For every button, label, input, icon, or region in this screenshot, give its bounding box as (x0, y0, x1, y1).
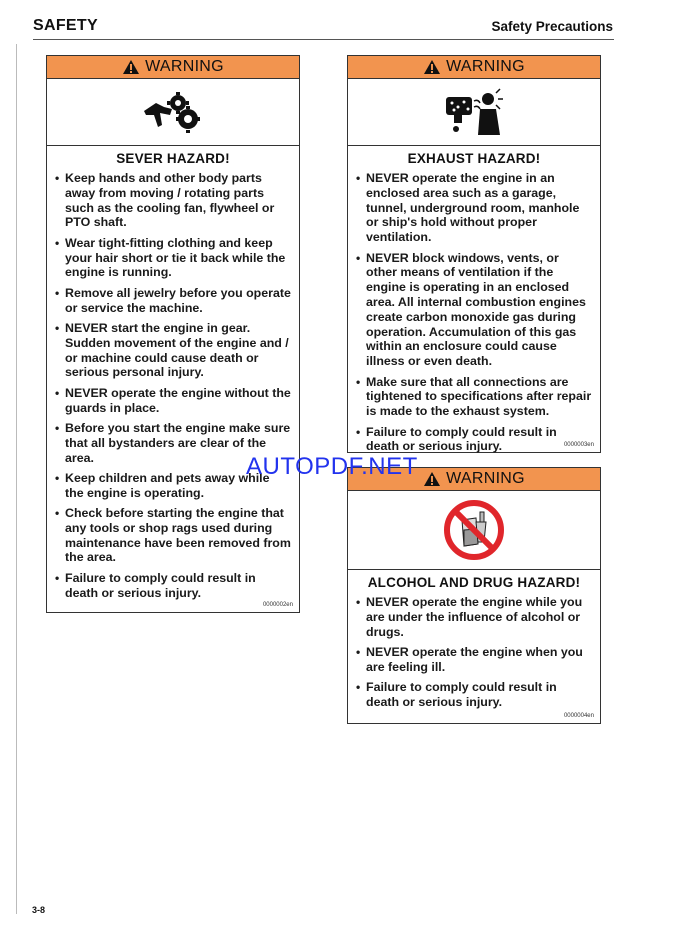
list-item: • Keep children and pets away while the engine is operating. (55, 471, 291, 501)
list-item: • Wear tight-fitting clothing and keep your hair short or tie it back while the engine is running. (55, 236, 291, 280)
warning-label: WARNING (446, 470, 525, 487)
exhaust-fumes-icon (348, 79, 600, 146)
fan-entanglement-icon (47, 79, 299, 146)
list-item: • Make sure that all connections are tightened to specifications after repair is made to the exhaust system. (356, 375, 592, 419)
list-item: • Check before starting the engine that any tools or shop rags used during maintenance have been removed from the area. (55, 506, 291, 565)
list-item: • Keep hands and other body parts away from moving / rotating parts such as the cooling fan, flywheel or PTO shaft. (55, 171, 291, 230)
warning-banner (348, 56, 600, 79)
list-item: • Failure to comply could result in death or serious injury. (356, 680, 592, 710)
sever-hazard-card (46, 55, 300, 613)
list-item: • Remove all jewelry before you operate or service the machine. (55, 286, 291, 316)
figure-code: 0000002en (262, 602, 293, 608)
hazard-title: SEVER HAZARD! (116, 151, 230, 166)
warning-triangle-icon (122, 59, 140, 75)
chapter-title: Safety Precautions (491, 19, 613, 34)
list-item: • Before you start the engine make sure that all bystanders are clear of the area. (55, 421, 291, 465)
section-title: SAFETY (33, 17, 98, 34)
page-number: 3-8 (32, 905, 46, 915)
watermark: AUTOPDF.NET (246, 453, 418, 480)
list-item: • Failure to comply could result in death or serious injury. (55, 571, 291, 601)
margin-rule (16, 44, 17, 914)
list-item: • NEVER operate the engine while you are under the influence of alcohol or drugs. (356, 595, 592, 639)
hazard-list (348, 171, 600, 454)
hazard-title: EXHAUST HAZARD! (407, 151, 541, 166)
figure-code: 0000004en (563, 713, 594, 719)
warning-label: WARNING (145, 58, 224, 75)
warning-triangle-icon (423, 471, 441, 487)
alcohol-hazard-card (347, 467, 601, 724)
hazard-list (47, 171, 299, 600)
warning-banner (47, 56, 299, 79)
list-item: • NEVER block windows, vents, or other means of ventilation if the engine is operating in an enclosed area. All internal combustion engines create carbon monoxide gas during operation. Accumulation of this gas within an enclosure could cause illness or even death. (356, 251, 592, 369)
hazard-title: ALCOHOL AND DRUG HAZARD! (367, 575, 581, 590)
exhaust-hazard-card (347, 55, 601, 453)
figure-code: 0000003en (563, 442, 594, 448)
header-divider (33, 39, 614, 40)
list-item: • NEVER operate the engine in an enclosed area such as a garage, tunnel, underground room, manhole or ship's hold without proper ventilation. (356, 171, 592, 245)
list-item: • NEVER operate the engine when you are feeling ill. (356, 645, 592, 675)
warning-label: WARNING (446, 58, 525, 75)
list-item: • NEVER operate the engine without the guards in place. (55, 386, 291, 416)
warning-triangle-icon (423, 59, 441, 75)
list-item: • Failure to comply could result in death or serious injury. (356, 425, 592, 455)
hazard-list (348, 595, 600, 710)
list-item: • NEVER start the engine in gear. Sudden movement of the engine and / or machine could cause death or serious personal injury. (55, 321, 291, 380)
no-alcohol-icon (348, 491, 600, 570)
